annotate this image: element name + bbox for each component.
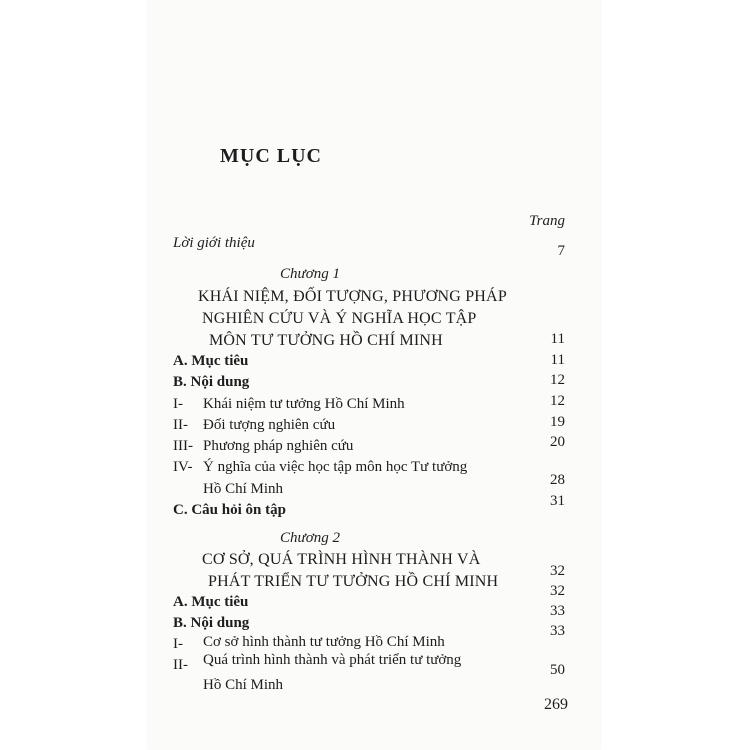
chapter1-title-line1: KHÁI NIỆM, ĐỐI TƯỢNG, PHƯƠNG PHÁP xyxy=(198,288,507,305)
chapter2-b-label: B. Nội dung xyxy=(173,615,250,631)
toc-heading: MỤC LỤC xyxy=(220,145,322,167)
chapter1-title-line2: NGHIÊN CỨU VÀ Ý NGHĨA HỌC TẬP xyxy=(202,310,477,327)
chapter2-title-page: 32 xyxy=(550,563,565,579)
chapter1-item2-page: 19 xyxy=(550,414,565,430)
intro-page: 7 xyxy=(557,243,565,259)
chapter1-item1-num: I- xyxy=(173,396,183,412)
page-column-label: Trang xyxy=(529,213,565,229)
chapter1-c-label: C. Câu hỏi ôn tập xyxy=(173,502,286,518)
chapter1-item4-page: 28 xyxy=(550,472,565,488)
chapter2-a-page: 32 xyxy=(550,583,565,599)
chapter1-item3-num: III- xyxy=(173,438,193,454)
chapter2-item2-text-line2: Hồ Chí Minh xyxy=(203,677,284,693)
chapter1-b-page: 12 xyxy=(550,372,565,388)
chapter1-item4-text: Ý nghĩa của việc học tập môn học Tư tưởng xyxy=(203,459,468,475)
chapter2-a-label: A. Mục tiêu xyxy=(173,594,249,610)
chapter1-a-page: 11 xyxy=(550,352,565,368)
chapter2-item1-num: I- xyxy=(173,636,183,652)
chapter2-item2-text: Quá trình hình thành và phát triển tư tưởng xyxy=(203,652,462,668)
chapter2-item2-num: II- xyxy=(173,657,188,673)
chapter2-item2-page: 50 xyxy=(550,662,565,678)
chapter1-c-page: 31 xyxy=(550,493,565,509)
chapter1-title-page: 11 xyxy=(550,331,565,347)
chapter2-title-line1: CƠ SỞ, QUÁ TRÌNH HÌNH THÀNH VÀ xyxy=(202,551,481,568)
chapter1-item4-num: IV- xyxy=(173,459,193,475)
chapter1-item3-page: 20 xyxy=(550,434,565,450)
intro-label: Lời giới thiệu xyxy=(173,235,255,251)
chapter1-b-label: B. Nội dung xyxy=(173,374,250,390)
chapter2-item1-text: Cơ sở hình thành tư tưởng Hồ Chí Minh xyxy=(203,634,445,650)
chapter1-title-line3: MÔN TƯ TƯỞNG HỒ CHÍ MINH xyxy=(209,332,443,349)
chapter1-a-label: A. Mục tiêu xyxy=(173,353,249,369)
chapter1-label: Chương 1 xyxy=(280,266,340,282)
chapter1-item1-page: 12 xyxy=(550,393,565,409)
chapter2-label: Chương 2 xyxy=(280,530,340,546)
chapter1-item1-text: Khái niệm tư tưởng Hồ Chí Minh xyxy=(203,396,405,412)
chapter2-title-line2: PHÁT TRIỂN TƯ TƯỞNG HỒ CHÍ MINH xyxy=(208,573,499,590)
chapter1-item2-num: II- xyxy=(173,417,188,433)
chapter1-item4-text-line2: Hồ Chí Minh xyxy=(203,481,284,497)
chapter2-item1-page: 33 xyxy=(550,623,565,639)
page-number: 269 xyxy=(544,696,568,713)
chapter2-b-page: 33 xyxy=(550,603,565,619)
chapter1-item3-text: Phương pháp nghiên cứu xyxy=(203,438,354,454)
chapter1-item2-text: Đối tượng nghiên cứu xyxy=(203,417,336,433)
